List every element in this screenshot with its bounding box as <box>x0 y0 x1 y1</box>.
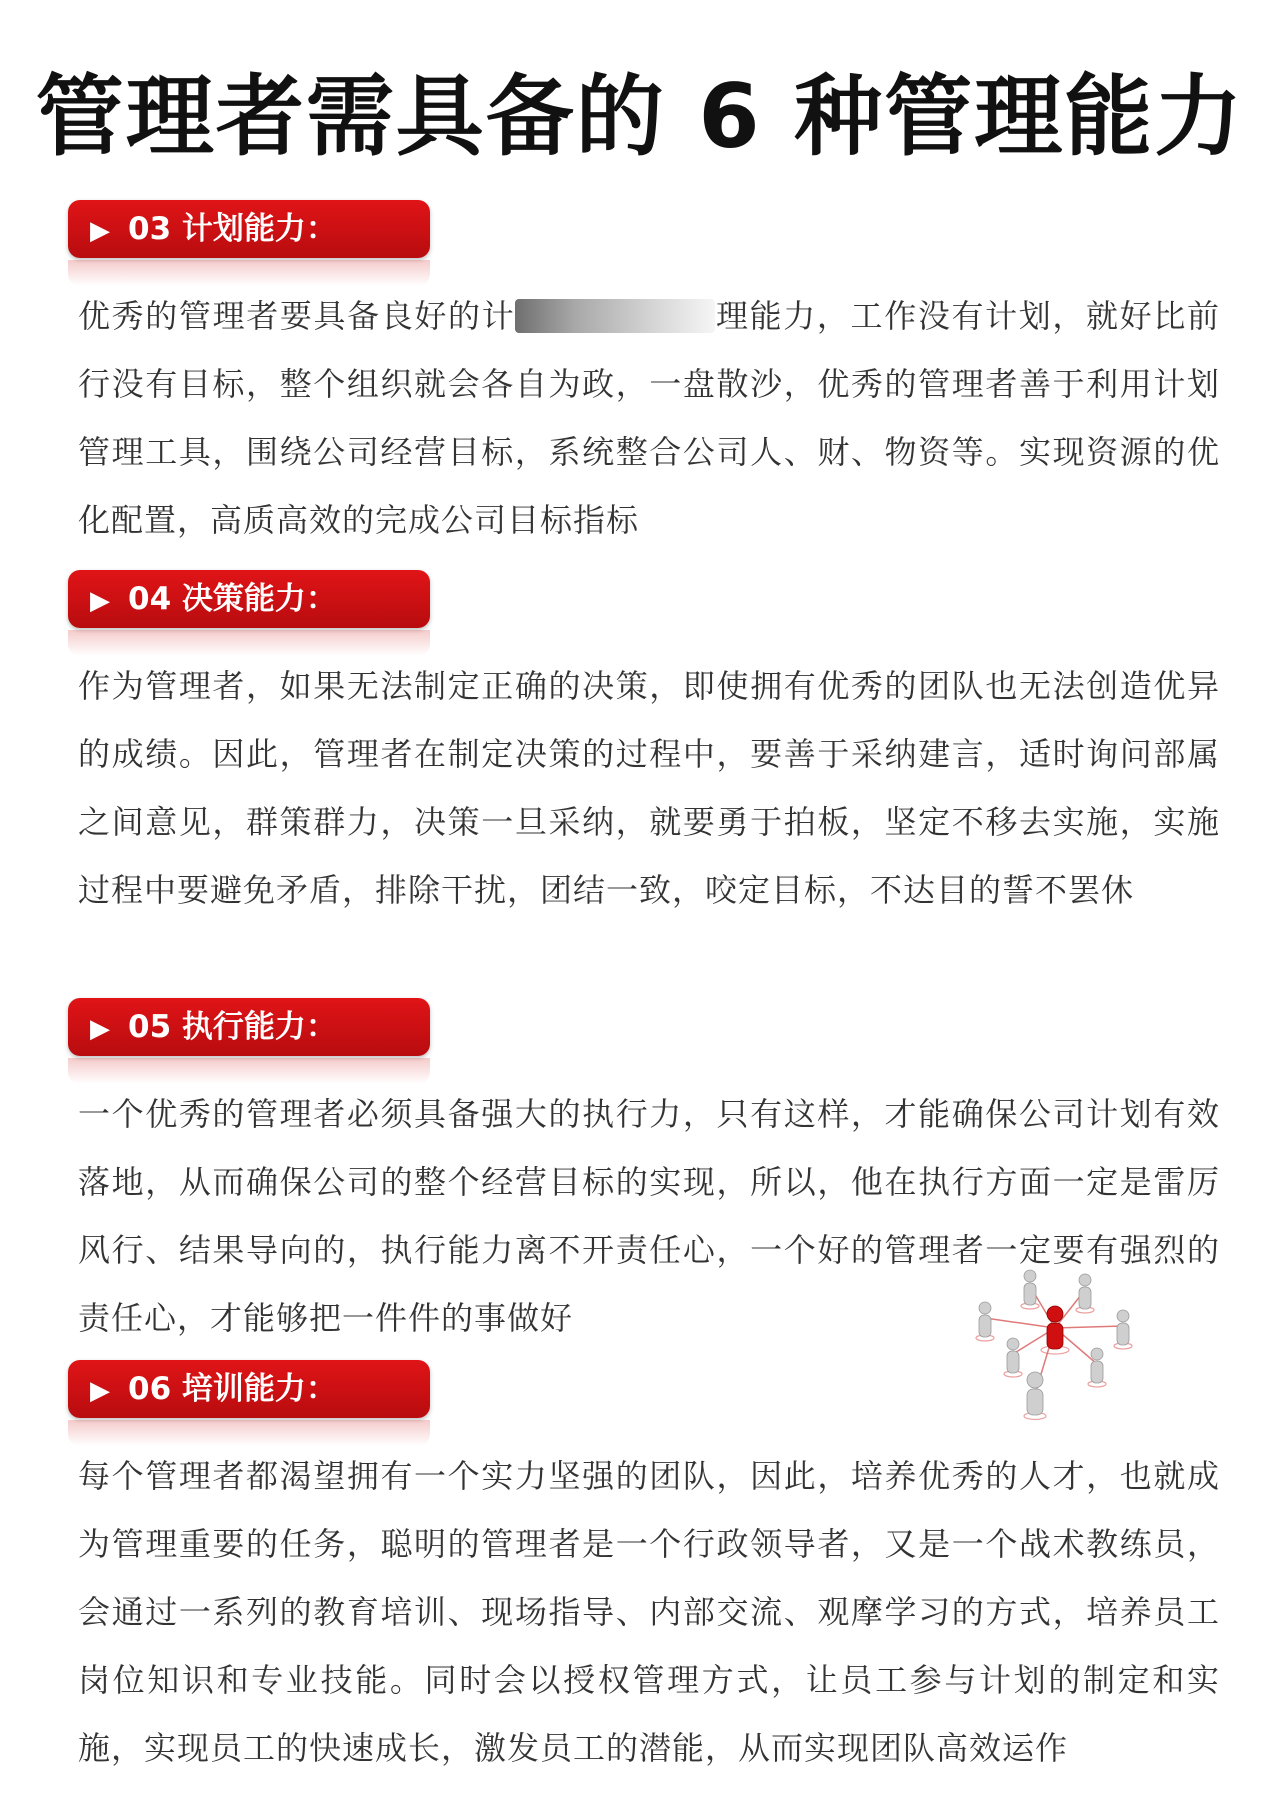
play-triangle-icon: ▶ <box>90 216 110 246</box>
section-header-execution <box>68 998 430 1056</box>
section-label: 05 执行能力： <box>128 1009 337 1045</box>
page-title: 管理者需具备的 6 种管理能力 <box>35 65 1245 168</box>
section-text-part: 优秀的管理者要具备良好的计 <box>78 297 516 335</box>
section-text-execution: 一个优秀的管理者必须具备强大的执行力，只有这样，才能确保公司计划有效落地，从而确保公司的整个经营目标的实现，所以，他在执行方面一定是雷厉风行、结果导向的，执行能力离不开责任心，一个好的管理者一定要有强烈的责任心，才能够把一件件的事做好 <box>78 1095 1220 1337</box>
play-triangle-icon: ▶ <box>90 586 110 616</box>
section-text-part: 理能力，工作没有计划，就好比前行没有目标，整个组织就会各自为政，一盘散沙，优秀的管理者善于利用计划管理工具，围绕公司经营目标，系统整合公司人、财、物资等。实现资源的优化配置，高质高效的完成公司目标指标 <box>78 297 1220 539</box>
section-label: 04 决策能力： <box>128 581 337 617</box>
section-text-planning <box>78 282 1220 554</box>
section-label: 06 培训能力： <box>128 1371 337 1407</box>
play-triangle-icon: ▶ <box>90 1014 110 1044</box>
play-triangle-icon: ▶ <box>90 1376 110 1406</box>
section-text-decision: 作为管理者，如果无法制定正确的决策，即使拥有优秀的团队也无法创造优异的成绩。因此，管理者在制定决策的过程中，要善于采纳建言，适时询问部属之间意见，群策群力，决策一旦采纳，就要勇于拍板，坚定不移去实施，实施过程中要避免矛盾，排除干扰，团结一致，咬定目标，不达目的誓不罢休 <box>78 667 1220 909</box>
team-network-icon <box>965 1268 1145 1433</box>
section-header-decision <box>68 570 430 628</box>
section-label: 03 计划能力： <box>128 211 337 247</box>
section-header-planning <box>68 200 430 258</box>
section-header-training <box>68 1360 430 1418</box>
blurred-redaction <box>515 299 715 333</box>
section-text-training: 每个管理者都渴望拥有一个实力坚强的团队，因此，培养优秀的人才，也就成为管理重要的任务，聪明的管理者是一个行政领导者，又是一个战术教练员，会通过一系列的教育培训、现场指导、内部交流、观摩学习的方式，培养员工岗位知识和专业技能。同时会以授权管理方式，让员工参与计划的制定和实施，实现员工的快速成长，激发员工的潜能，从而实现团队高效运作 <box>78 1457 1220 1767</box>
